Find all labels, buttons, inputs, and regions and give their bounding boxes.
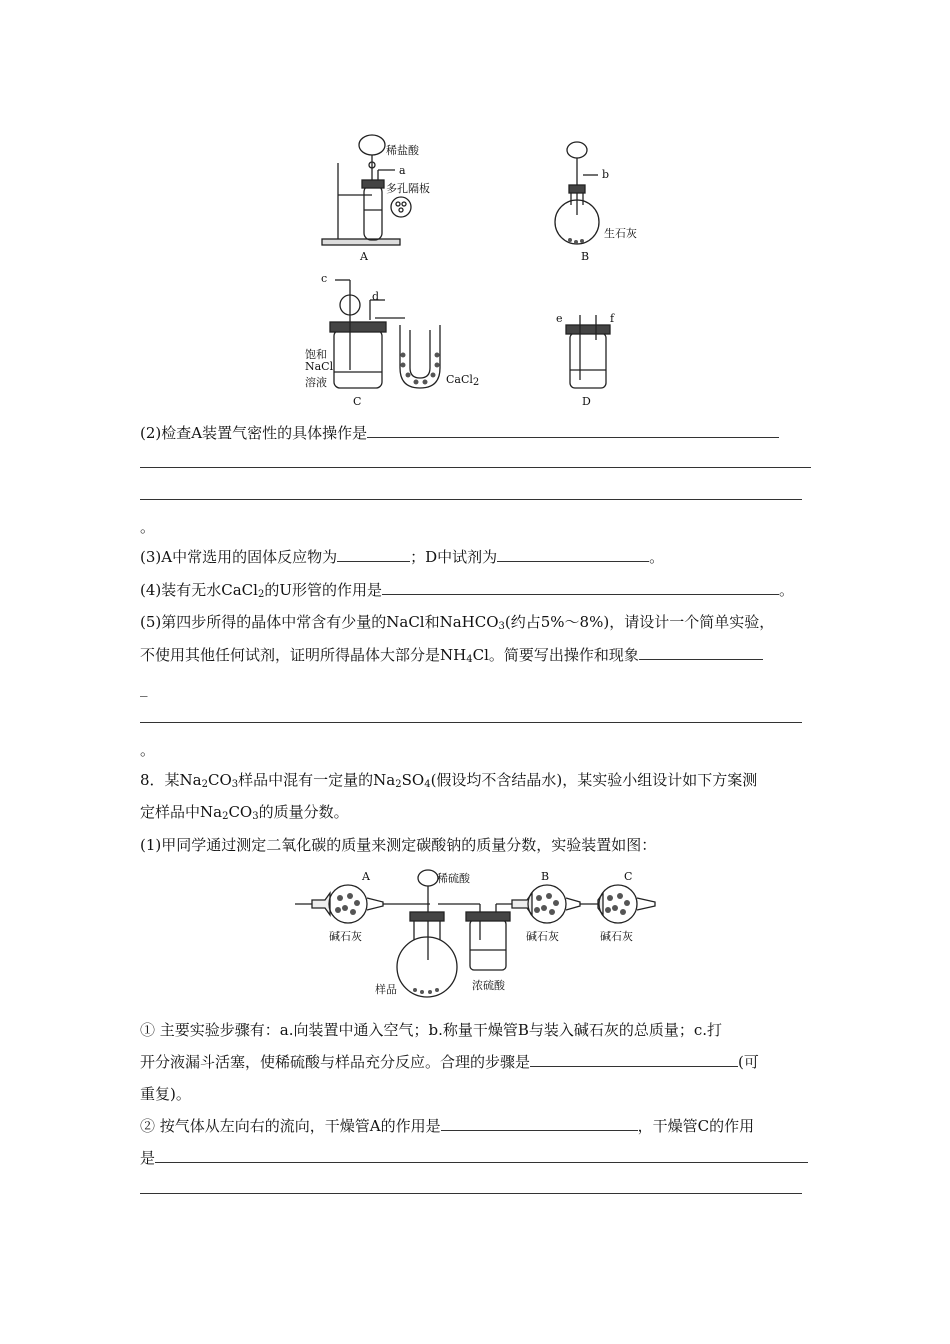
q3-blank-1[interactable]: [337, 547, 410, 562]
fig2-h2so4: 浓硫酸: [472, 979, 505, 992]
apparatus-figure-1: [0, 0, 950, 420]
fig1-c-drier: CaCl$_2$: [446, 373, 480, 388]
q8-line-1: 8．某$Na_2CO_3$样品中混有一定量的$Na_2SO_4$(假设均不含结晶水)，某实验小组设计如下方案测: [140, 771, 758, 790]
fig1-b-valve: b: [602, 168, 610, 181]
q2-answer-blank[interactable]: [367, 423, 779, 438]
fig1-a-plate: 多孔隔板: [386, 182, 430, 195]
fig2-lime-3: 碱石灰: [600, 930, 633, 943]
q5-rule[interactable]: [140, 722, 802, 723]
fig2-sample: 样品: [375, 983, 397, 996]
q8-1-2-line-2: 是: [140, 1148, 808, 1168]
fig1-c-label: C: [353, 395, 362, 408]
fig1-c-port-d: d: [372, 290, 380, 303]
fig2-c-label: C: [624, 870, 633, 883]
q8-line-2: 定样品中$Na_2CO_3$的质量分数。: [140, 803, 349, 822]
fig1-d-port-e: e: [556, 312, 563, 325]
fig2-acid: 稀硫酸: [437, 872, 470, 885]
q8-1-line: (1)甲同学通过测定二氧化碳的质量来测定碳酸钠的质量分数，实验装置如图：: [140, 836, 657, 854]
fig2-lime-2: 碱石灰: [526, 930, 559, 943]
fig1-d-label: D: [582, 395, 591, 408]
q3-blank-2[interactable]: [497, 547, 649, 562]
fig1-b-solid: 生石灰: [604, 227, 637, 240]
q2-text: (2)检查A装置气密性的具体操作是: [140, 424, 368, 442]
fig2-b-label: B: [541, 870, 550, 883]
fig2-lime-1: 碱石灰: [329, 930, 362, 943]
q8-1-1-line-2: 开分液漏斗活塞，使稀硫酸与样品充分反应。合理的步骤是 (可: [140, 1053, 759, 1071]
q8-1-1-line-3: 重复)。: [140, 1085, 191, 1103]
fig1-b-label: B: [581, 250, 590, 263]
fig1-c-liquid-1: 饱和: [305, 348, 327, 361]
q8-1-2-line-1: ② 按气体从左向右的流向，干燥管A的作用是 ，干燥管C的作用: [140, 1117, 755, 1135]
fig1-c-liquid-2: NaCl: [305, 360, 334, 373]
q2-line: [140, 423, 779, 443]
fig1-c-port-c: c: [321, 272, 328, 285]
q8-1-2-blank-1[interactable]: [441, 1116, 638, 1131]
q8-1-1-blank[interactable]: [530, 1052, 738, 1067]
fig1-a-label: A: [360, 250, 368, 263]
q5-period: 。: [140, 741, 156, 759]
q5-line-2: 不使用其他任何试剂，证明所得晶体大部分是$NH_4Cl$。简要写出操作和现象: [140, 645, 763, 665]
fig1-a-valve: a: [399, 164, 406, 177]
q5-blank[interactable]: [639, 645, 763, 660]
q3-line: (3)A中常选用的固体反应物为 ；D中试剂为 。: [140, 548, 665, 566]
q2-period: 。: [140, 518, 156, 536]
q5-dash: _: [140, 679, 148, 697]
q8-1-2-rule[interactable]: [140, 1193, 802, 1194]
q8-1-1-line-1: ① 主要实验步骤有：a.向装置中通入空气；b.称量干燥管B与装入碱石灰的总质量；c.打: [140, 1021, 723, 1039]
q2-rule-2[interactable]: [140, 499, 802, 500]
q8-1-2-blank-2[interactable]: [155, 1148, 808, 1163]
fig1-a-acid: 稀盐酸: [386, 144, 419, 157]
fig1-d-port-f: f: [610, 312, 615, 325]
q4-blank[interactable]: [382, 580, 779, 595]
fig2-a-label: A: [362, 870, 370, 883]
fig1-c-liquid-3: 溶液: [305, 376, 327, 389]
q4-line: (4)装有无水CaCl$_2$的U形管的作用是 。: [140, 581, 794, 600]
q2-rule-1[interactable]: [140, 467, 811, 468]
q5-line-1: (5)第四步所得的晶体中常含有少量的NaCl和NaHCO$_3$(约占5%～8%)，请设计一个简单实验，: [140, 613, 775, 632]
